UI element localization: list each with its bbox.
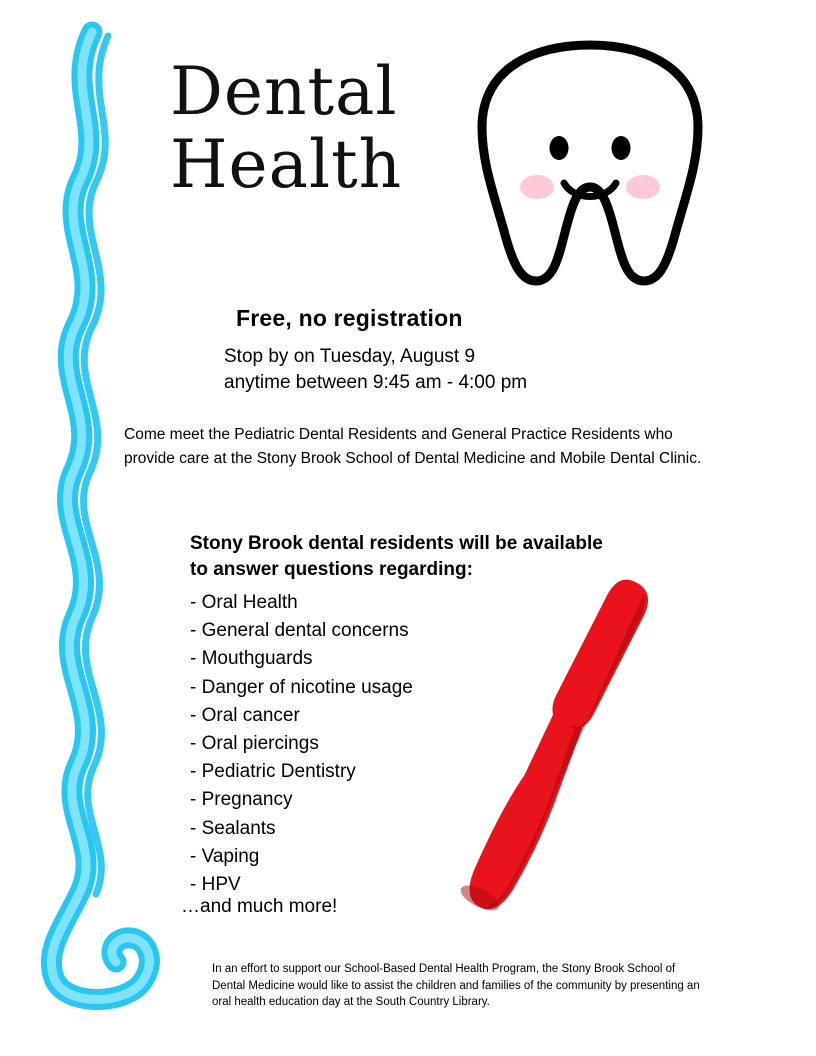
list-item: - Pediatric Dentistry: [190, 761, 356, 783]
list-item: - Danger of nicotine usage: [190, 676, 413, 698]
list-item: - General dental concerns: [190, 620, 409, 642]
list-item: - Oral Health: [190, 592, 298, 613]
free-registration-text: Free, no registration: [236, 305, 463, 331]
list-item: - Oral piercings: [190, 733, 319, 755]
tooth-left-cheek-icon: [520, 175, 554, 199]
footer-note: In an effort to support our School-Based Dental Health Program, the Stony Brook School of Dental Medicine would like to assist the children and families of the community by presenting an oral health education day at the South Country Library.: [212, 963, 700, 1009]
list-item: - Sealants: [190, 817, 276, 839]
event-time-line: anytime between 9:45 am - 4:00 pm: [224, 371, 528, 393]
topics-heading-line-2: to answer questions regarding:: [190, 559, 473, 581]
list-item: - Vaping: [190, 845, 260, 867]
tooth-right-cheek-icon: [626, 175, 660, 199]
and-much-more-text: …and much more!: [181, 896, 338, 917]
event-date-line: Stop by on Tuesday, August 9: [224, 346, 476, 367]
intro-paragraph: Come meet the Pediatric Dental Residents and General Practice Residents who provide care at the Stony Brook School of Dental Medicine and Mobile Dental Clinic.: [124, 426, 702, 468]
page-title: [170, 53, 500, 204]
topics-heading-line-1: Stony Brook dental residents will be available: [190, 533, 603, 554]
topics-heading: [190, 531, 730, 583]
event-datetime-block: [224, 344, 527, 395]
tooth-right-eye-icon: [612, 136, 631, 160]
list-item: - Oral cancer: [190, 704, 300, 726]
list-item: - HPV: [190, 874, 241, 896]
list-item: - Pregnancy: [190, 789, 293, 811]
tooth-left-eye-icon: [550, 136, 569, 160]
title-line-2: Health: [170, 126, 403, 204]
topics-list: [190, 589, 520, 899]
list-item: - Mouthguards: [190, 648, 313, 670]
title-line-1: Dental: [170, 53, 398, 130]
